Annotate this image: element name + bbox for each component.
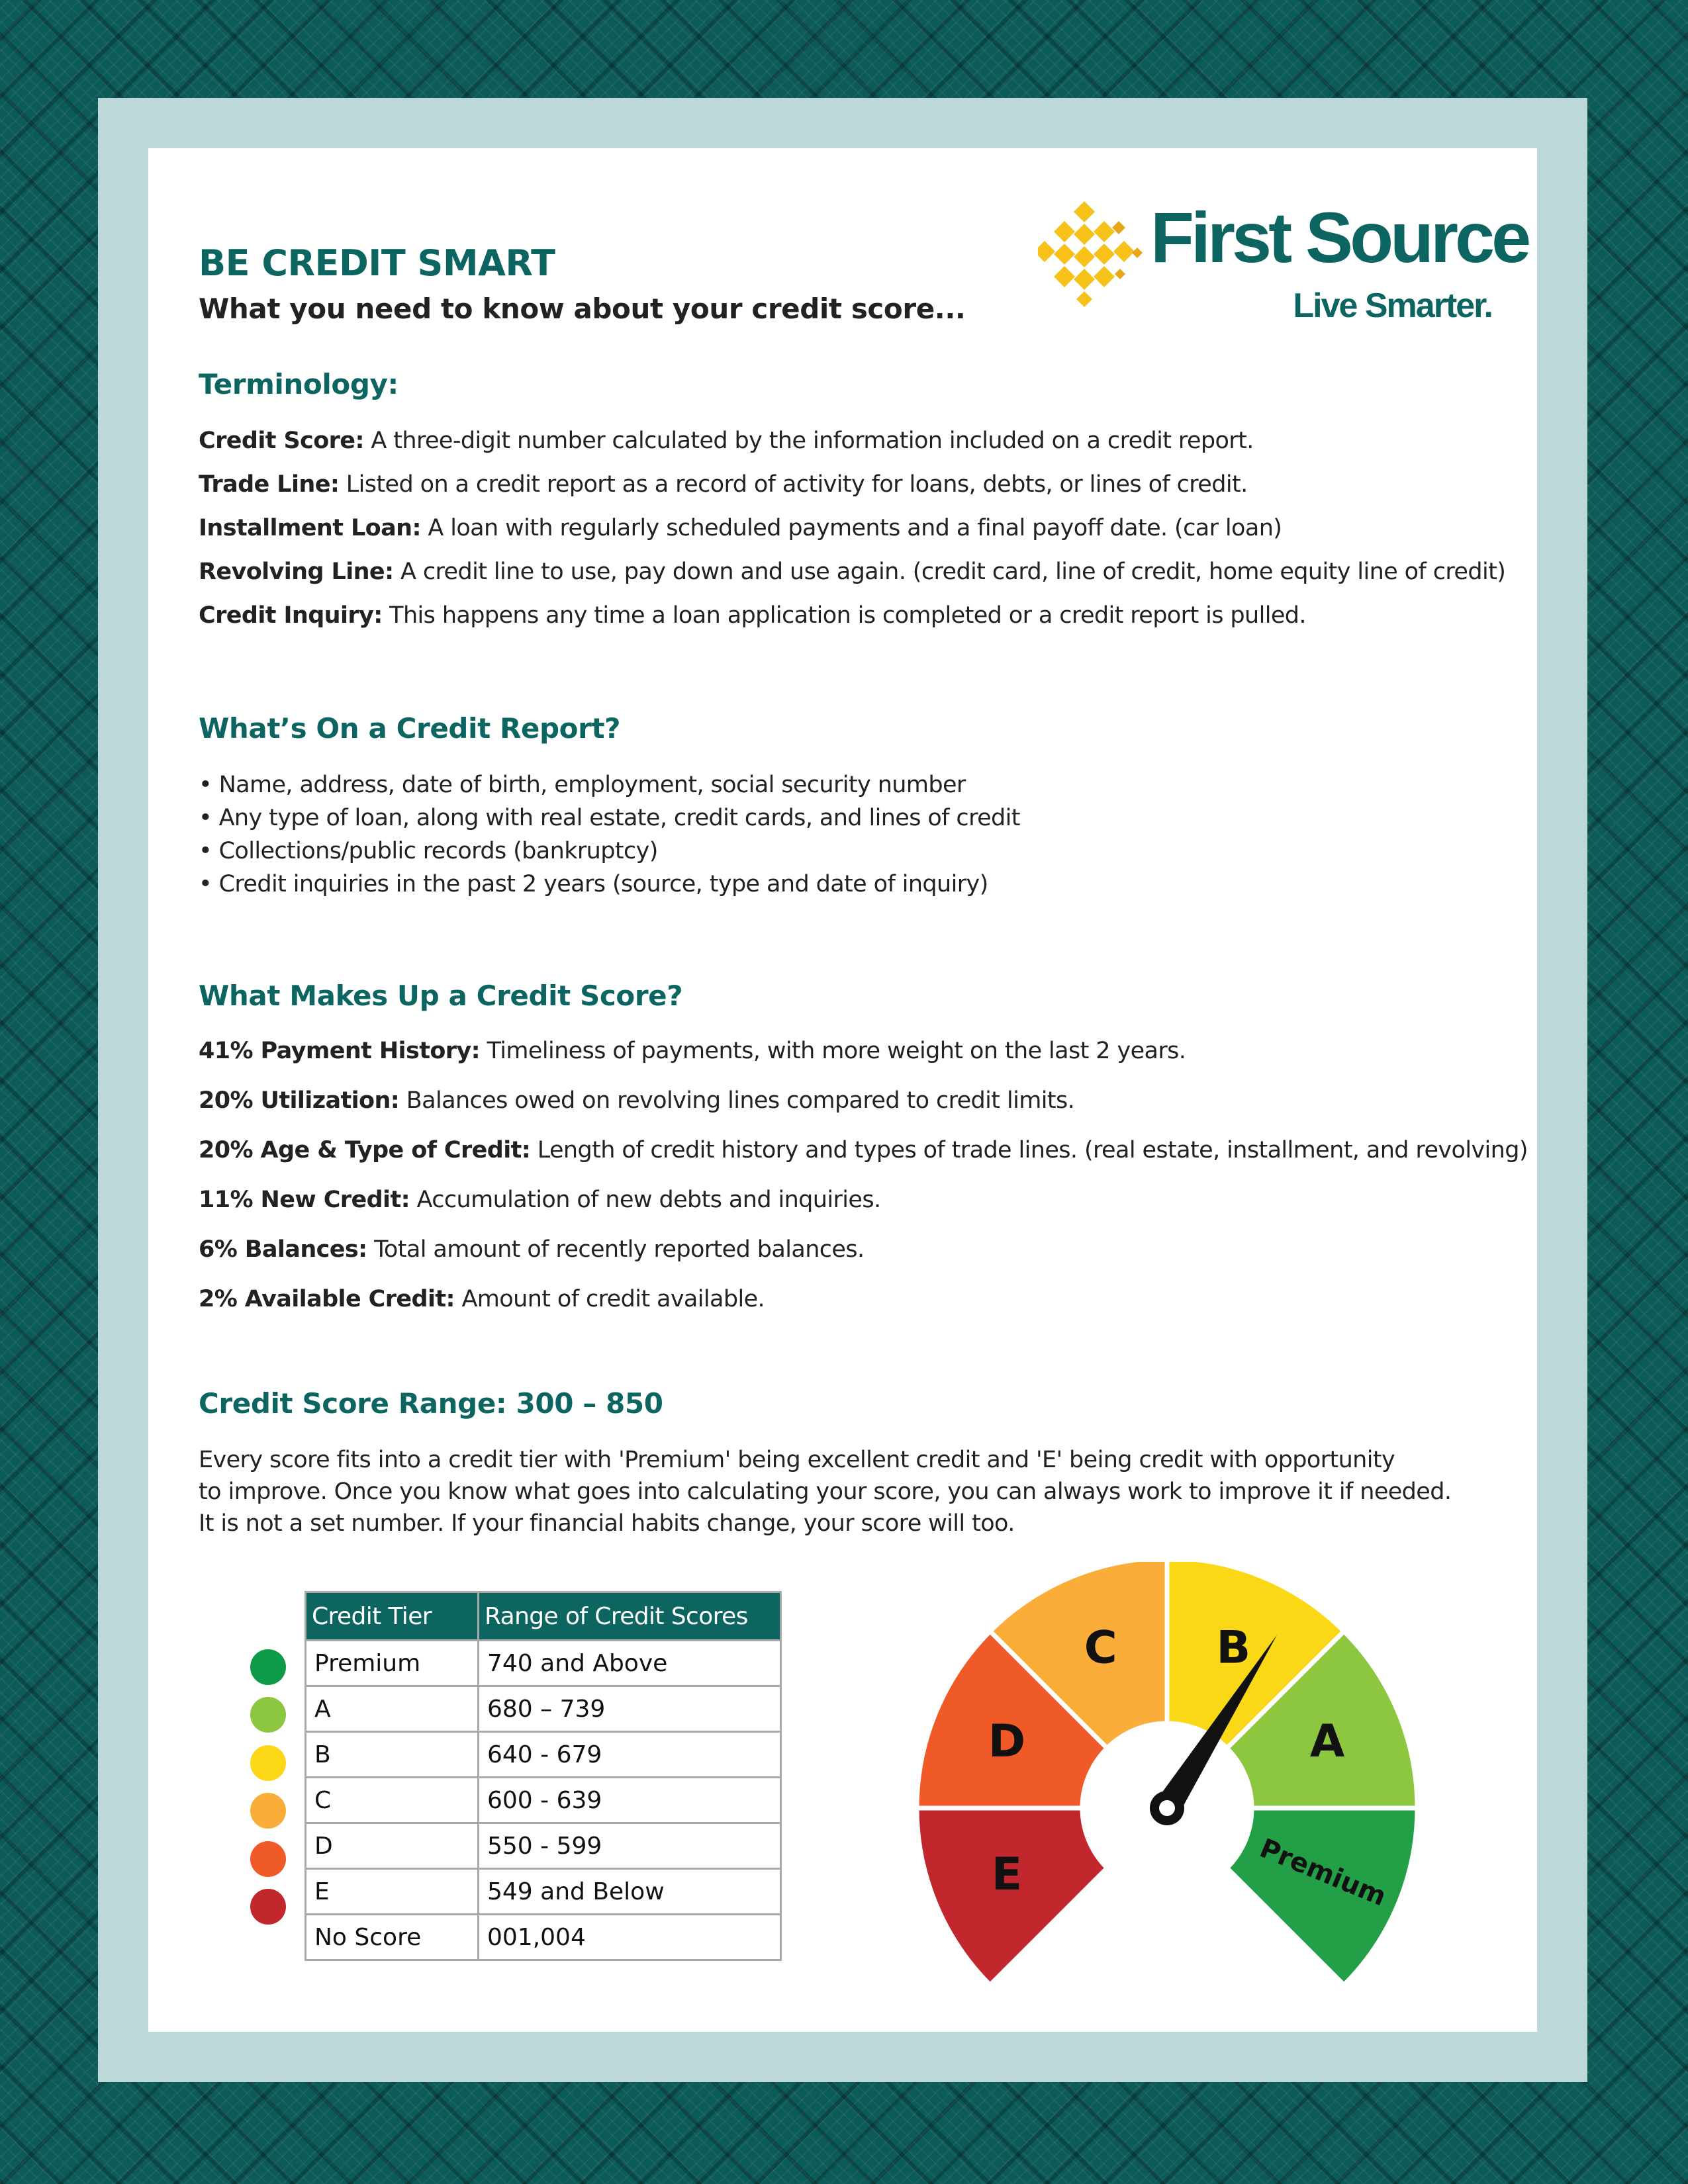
tier-cell: A <box>306 1686 479 1732</box>
tier-cell: D <box>306 1823 479 1869</box>
term-definition: A credit line to use, pay down and use again. (credit card, line of credit, home equity line of credit) <box>393 559 1506 585</box>
tier-dot-premium <box>250 1649 286 1685</box>
term-credit-inquiry <box>199 602 1306 629</box>
report-list-item: • Credit inquiries in the past 2 years (source, type and date of inquiry) <box>199 871 988 897</box>
tier-dot-a <box>250 1697 286 1733</box>
score-range-paragraph <box>199 1444 1451 1539</box>
table-row <box>306 1823 781 1869</box>
gauge-label-d: D <box>988 1715 1026 1768</box>
makeup-label: 2% Available Credit: <box>199 1286 455 1312</box>
makeup-label: 20% Age & Type of Credit: <box>199 1137 531 1163</box>
makeup-item-balances <box>199 1236 865 1263</box>
term-trade-line <box>199 471 1248 498</box>
table-header-row <box>306 1592 781 1641</box>
makeup-description: Total amount of recently reported balances. <box>367 1236 865 1263</box>
first-source-logo <box>1038 188 1528 327</box>
credit-tier-table <box>305 1591 782 1961</box>
gauge-label-e: E <box>991 1848 1023 1901</box>
paragraph-line: Every score fits into a credit tier with 'Premium' being excellent credit and 'E' being credit with opportunity <box>199 1447 1395 1473</box>
makeup-description: Balances owed on revolving lines compared to credit limits. <box>399 1087 1075 1114</box>
diamond-mark-icon <box>1038 195 1150 307</box>
gauge-segment-premium <box>1227 1808 1417 1985</box>
tier-dot-e <box>250 1889 286 1925</box>
term-label: Revolving Line: <box>199 559 394 585</box>
range-cell: 740 and Above <box>479 1641 781 1686</box>
makeup-label: 41% Payment History: <box>199 1038 481 1064</box>
terminology-heading: Terminology: <box>199 368 399 400</box>
logo-tagline: Live Smarter. <box>1293 287 1492 325</box>
term-definition: A loan with regularly scheduled payments and a final payoff date. (car loan) <box>420 515 1282 541</box>
makeup-description: Amount of credit available. <box>454 1286 765 1312</box>
tier-cell: E <box>306 1869 479 1915</box>
score-range-heading: Credit Score Range: 300 – 850 <box>199 1387 663 1420</box>
table-row <box>306 1869 781 1915</box>
credit-score-gauge <box>914 1562 1430 1985</box>
makeup-item-age-type <box>199 1137 1528 1163</box>
tier-dot-b <box>250 1745 286 1781</box>
term-label: Credit Inquiry: <box>199 602 383 629</box>
makeup-item-utilization <box>199 1087 1074 1114</box>
makeup-label: 11% New Credit: <box>199 1187 410 1213</box>
term-installment-loan <box>199 515 1282 541</box>
gauge-label-premium: Premium <box>1255 1833 1391 1913</box>
gauge-needle-hub-center <box>1159 1800 1175 1816</box>
gauge-label-b: B <box>1216 1621 1251 1674</box>
gauge-label-c: C <box>1084 1621 1117 1674</box>
tier-cell: C <box>306 1778 479 1823</box>
tier-dot-c <box>250 1793 286 1829</box>
logo-brand-name: First Source <box>1150 197 1528 277</box>
makeup-label: 20% Utilization: <box>199 1087 400 1114</box>
tier-cell: No Score <box>306 1915 479 1960</box>
column-header-credit-tier: Credit Tier <box>306 1592 479 1641</box>
range-cell: 640 - 679 <box>479 1732 781 1778</box>
table-row <box>306 1778 781 1823</box>
report-list-item: • Any type of loan, along with real estate, credit cards, and lines of credit <box>199 805 1020 831</box>
term-definition: A three-digit number calculated by the information included on a credit report. <box>363 428 1254 454</box>
range-cell: 001,004 <box>479 1915 781 1960</box>
table-row <box>306 1732 781 1778</box>
makeup-label: 6% Balances: <box>199 1236 367 1263</box>
page-title: BE CREDIT SMART <box>199 242 555 284</box>
column-header-range: Range of Credit Scores <box>479 1592 781 1641</box>
term-label: Installment Loan: <box>199 515 421 541</box>
makeup-description: Timeliness of payments, with more weight on the last 2 years. <box>480 1038 1186 1064</box>
makeup-item-available-credit <box>199 1286 765 1312</box>
table-row <box>306 1686 781 1732</box>
range-cell: 600 - 639 <box>479 1778 781 1823</box>
term-label: Credit Score: <box>199 428 364 454</box>
credit-report-heading: What’s On a Credit Report? <box>199 712 621 745</box>
makeup-description: Accumulation of new debts and inquiries. <box>409 1187 881 1213</box>
range-cell: 680 – 739 <box>479 1686 781 1732</box>
paragraph-line: It is not a set number. If your financial habits change, your score will too. <box>199 1510 1015 1537</box>
report-list-item: • Name, address, date of birth, employment, social security number <box>199 772 966 798</box>
makeup-item-new-credit <box>199 1187 881 1213</box>
tier-cell: Premium <box>306 1641 479 1686</box>
makeup-description: Length of credit history and types of trade lines. (real estate, installment, and revolving) <box>530 1137 1528 1163</box>
range-cell: 549 and Below <box>479 1869 781 1915</box>
tier-cell: B <box>306 1732 479 1778</box>
score-makeup-heading: What Makes Up a Credit Score? <box>199 979 683 1012</box>
term-credit-score <box>199 428 1254 454</box>
gauge-label-a: A <box>1309 1715 1345 1768</box>
term-label: Trade Line: <box>199 471 340 498</box>
tier-dot-d <box>250 1841 286 1877</box>
table-row <box>306 1915 781 1960</box>
term-definition: This happens any time a loan application is completed or a credit report is pulled. <box>382 602 1306 629</box>
report-list-item: • Collections/public records (bankruptcy) <box>199 838 658 864</box>
makeup-item-payment-history <box>199 1038 1186 1064</box>
table-row <box>306 1641 781 1686</box>
paragraph-line: to improve. Once you know what goes into calculating your score, you can always work to improve it if needed. <box>199 1479 1452 1505</box>
range-cell: 550 - 599 <box>479 1823 781 1869</box>
term-revolving-line <box>199 559 1505 585</box>
page-subtitle: What you need to know about your credit score... <box>199 293 966 325</box>
term-definition: Listed on a credit report as a record of activity for loans, debts, or lines of credit. <box>339 471 1248 498</box>
